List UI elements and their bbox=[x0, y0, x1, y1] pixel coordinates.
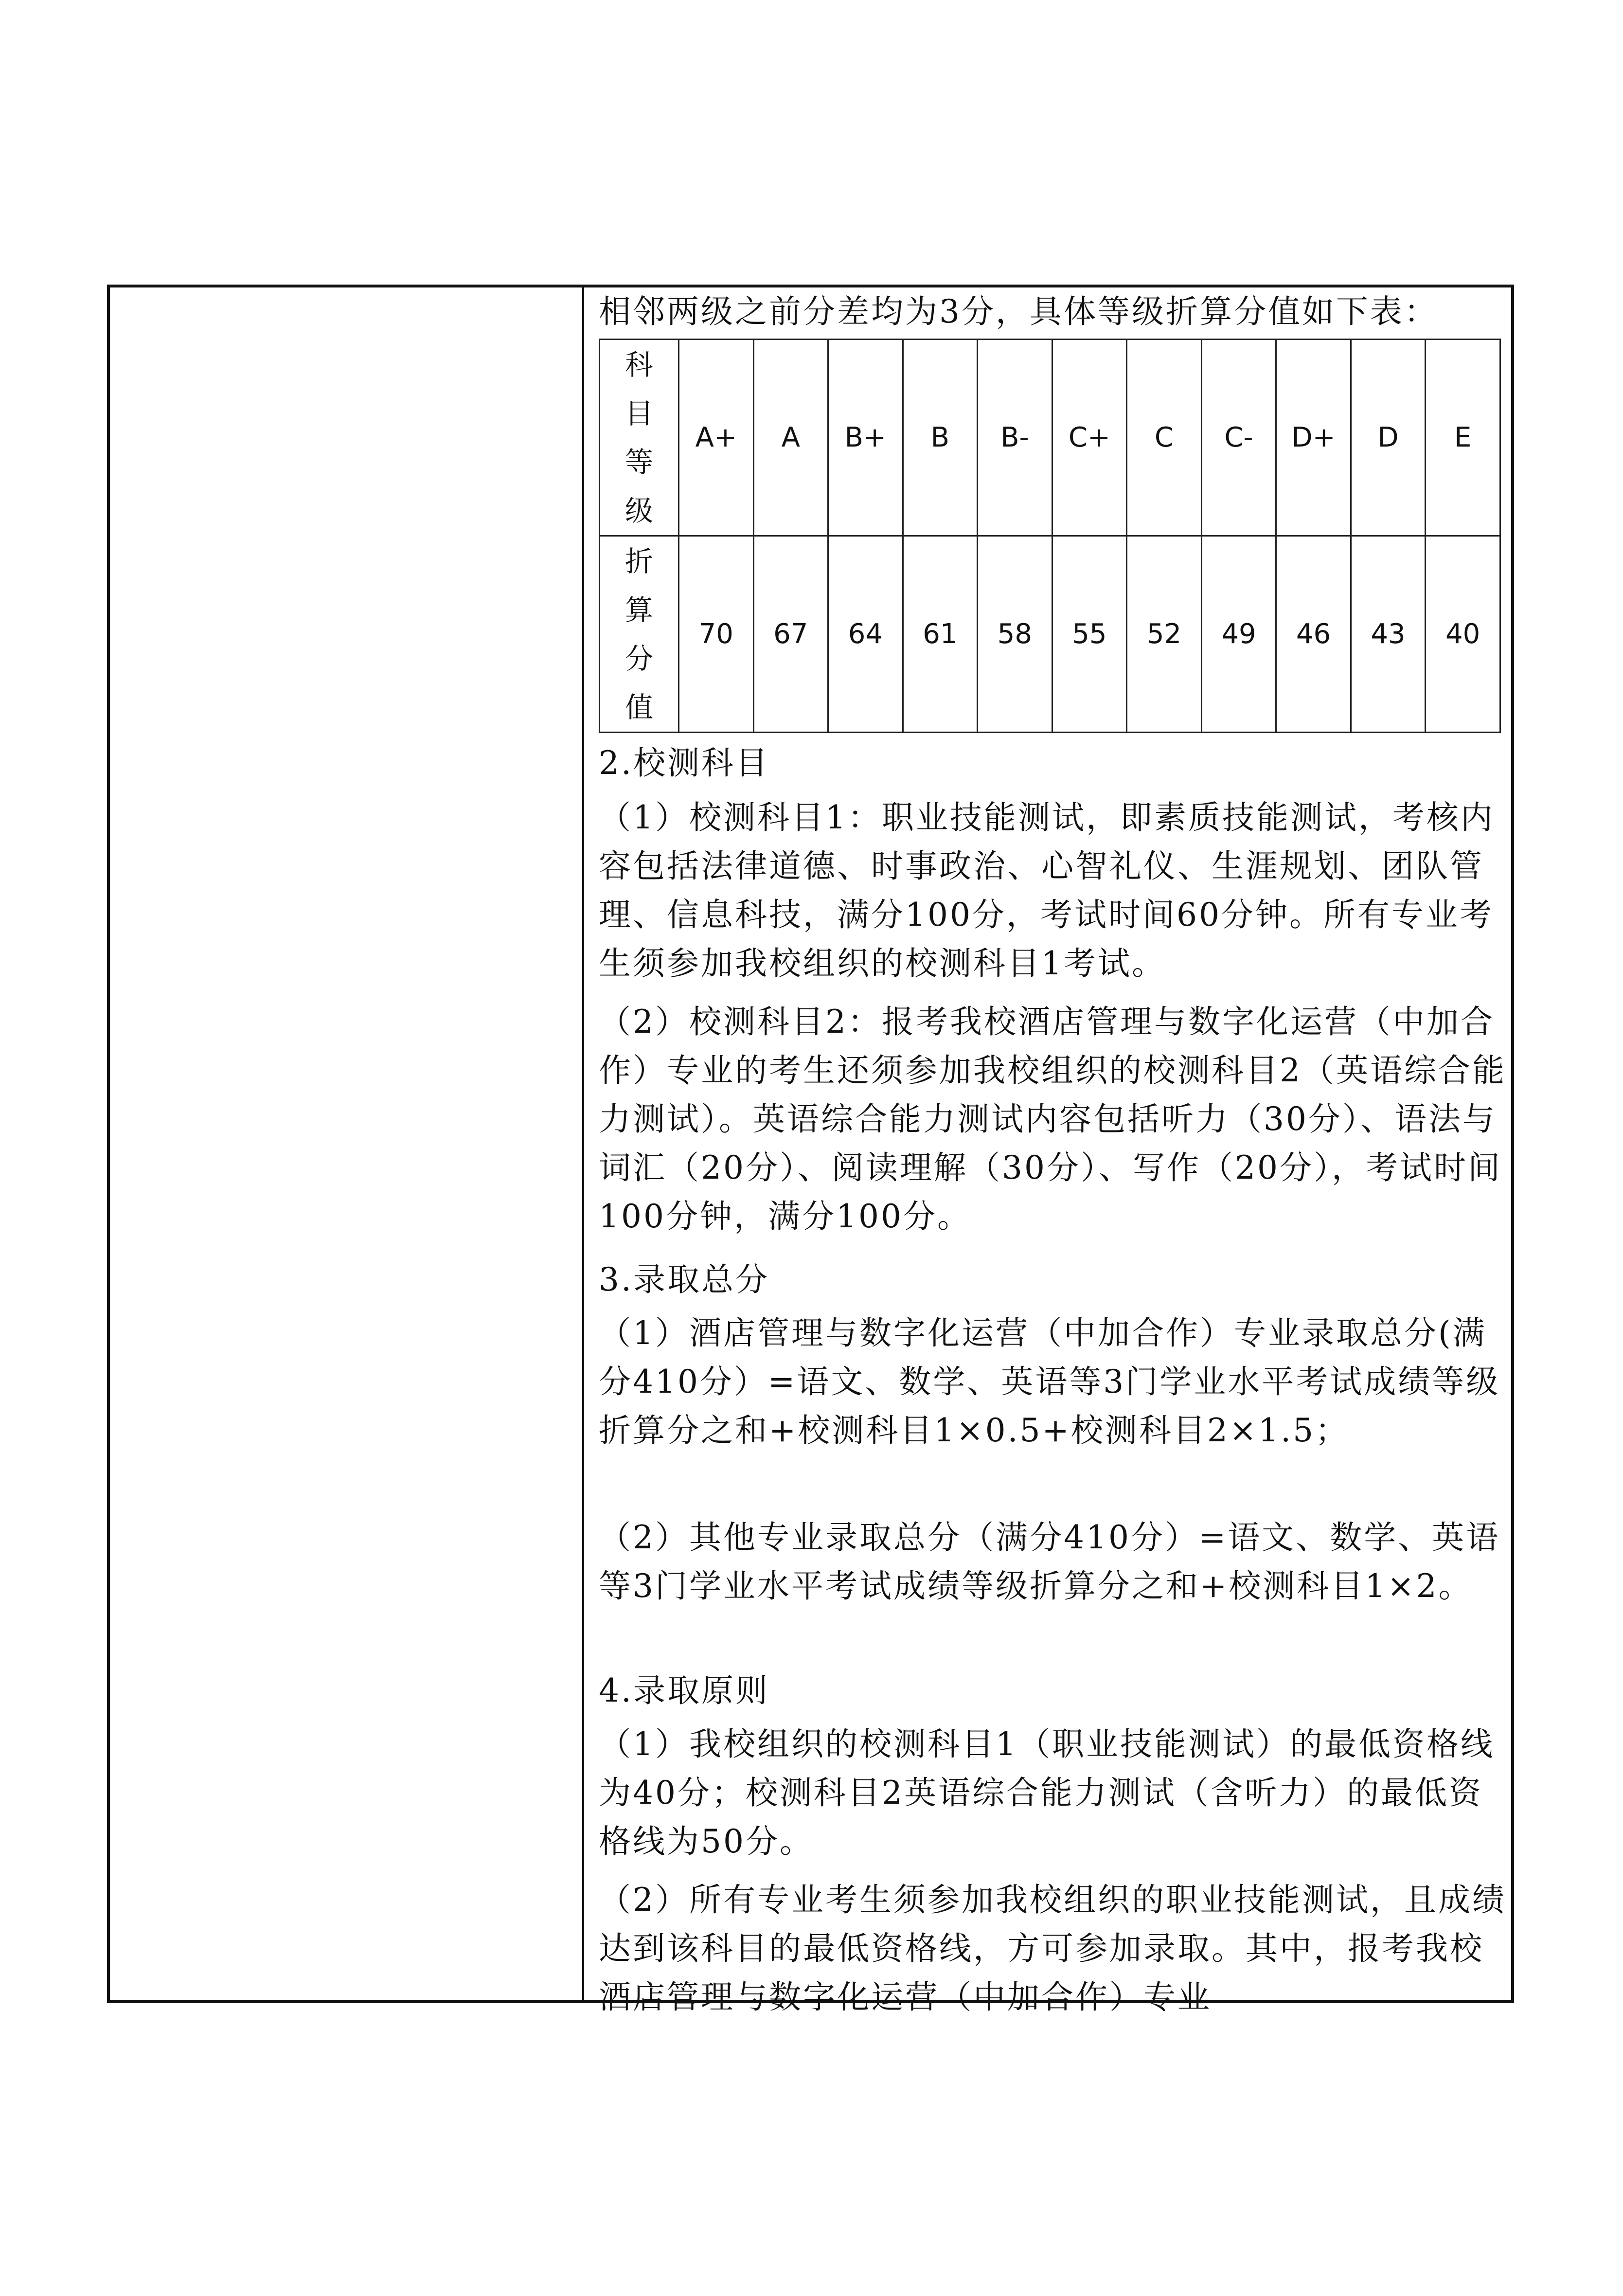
grade-row-header: 科 目 等 级 bbox=[600, 340, 679, 536]
score-cell: 70 bbox=[679, 536, 754, 733]
grade-cell: E bbox=[1426, 340, 1500, 536]
grade-cell: D bbox=[1351, 340, 1426, 536]
grade-conversion-table bbox=[599, 339, 1501, 733]
score-cell: 52 bbox=[1127, 536, 1202, 733]
grade-cell: C- bbox=[1201, 340, 1276, 536]
score-cell: 58 bbox=[978, 536, 1052, 733]
section-2-paragraph-2: （2）校测科目2：报考我校酒店管理与数字化运营（中加合作）专业的考生还须参加我校组织的校测科目2（英语综合能力测试）。英语综合能力测试内容包括听力（30分）、语法与词汇（20分）、阅读理解（30分）、写作（20分），考试时间100分钟，满分100分。 bbox=[599, 1003, 1506, 1235]
score-cell: 64 bbox=[828, 536, 903, 733]
grade-row bbox=[600, 340, 1500, 536]
section-3-paragraph-2: （2）其他专业录取总分（满分410分）=语文、数学、英语等3门学业水平考试成绩等级折算分之和+校测科目1×2。 bbox=[599, 1519, 1500, 1605]
section-2-paragraph-1: （1）校测科目1：职业技能测试，即素质技能测试，考核内容包括法律道德、时事政治、心智礼仪、生涯规划、团队管理、信息科技，满分100分，考试时间60分钟。所有专业考生须参加我校组织的校测科目1考试。 bbox=[599, 799, 1495, 982]
score-cell: 67 bbox=[753, 536, 828, 733]
section-4-paragraph-1: （1）我校组织的校测科目1（职业技能测试）的最低资格线为40分；校测科目2英语综合能力测试（含听力）的最低资格线为50分。 bbox=[599, 1725, 1495, 1860]
score-cell: 40 bbox=[1426, 536, 1500, 733]
score-cell: 46 bbox=[1276, 536, 1351, 733]
grade-cell: B- bbox=[978, 340, 1052, 536]
grade-cell: B bbox=[903, 340, 978, 536]
grade-cell: A+ bbox=[679, 340, 754, 536]
score-row-header: 折 算 分 值 bbox=[600, 536, 679, 733]
intro-paragraph: 相邻两级之前分差均为3分，具体等级折算分值如下表： bbox=[599, 293, 1438, 330]
grade-cell: C bbox=[1127, 340, 1202, 536]
grade-cell: A bbox=[753, 340, 828, 536]
section-3-paragraph-1: （1）酒店管理与数字化运营（中加合作）专业录取总分(满分410分）=语文、数学、英语等3门学业水平考试成绩等级折算分之和+校测科目1×0.5+校测科目2×1.5； bbox=[599, 1314, 1500, 1449]
outer-table bbox=[107, 285, 1514, 2016]
section-4-title: 4.录取原则 bbox=[599, 1672, 769, 1709]
score-cell: 43 bbox=[1351, 536, 1426, 733]
left-cell-empty bbox=[110, 287, 584, 2000]
score-cell: 49 bbox=[1201, 536, 1276, 733]
grade-cell: C+ bbox=[1052, 340, 1127, 536]
section-2-title: 2.校测科目 bbox=[599, 744, 769, 782]
score-cell: 61 bbox=[903, 536, 978, 733]
section-4-paragraph-2: （2）所有专业考生须参加我校组织的职业技能测试，且成绩达到该科目的最低资格线，方可参加录取。其中，报考我校酒店管理与数字化运营（中加合作）专业 bbox=[599, 1881, 1506, 2016]
score-cell: 55 bbox=[1052, 536, 1127, 733]
grade-cell: D+ bbox=[1276, 340, 1351, 536]
score-row bbox=[600, 536, 1500, 733]
grade-cell: B+ bbox=[828, 340, 903, 536]
section-3-title: 3.录取总分 bbox=[599, 1261, 769, 1298]
right-cell-content bbox=[584, 287, 1511, 2016]
